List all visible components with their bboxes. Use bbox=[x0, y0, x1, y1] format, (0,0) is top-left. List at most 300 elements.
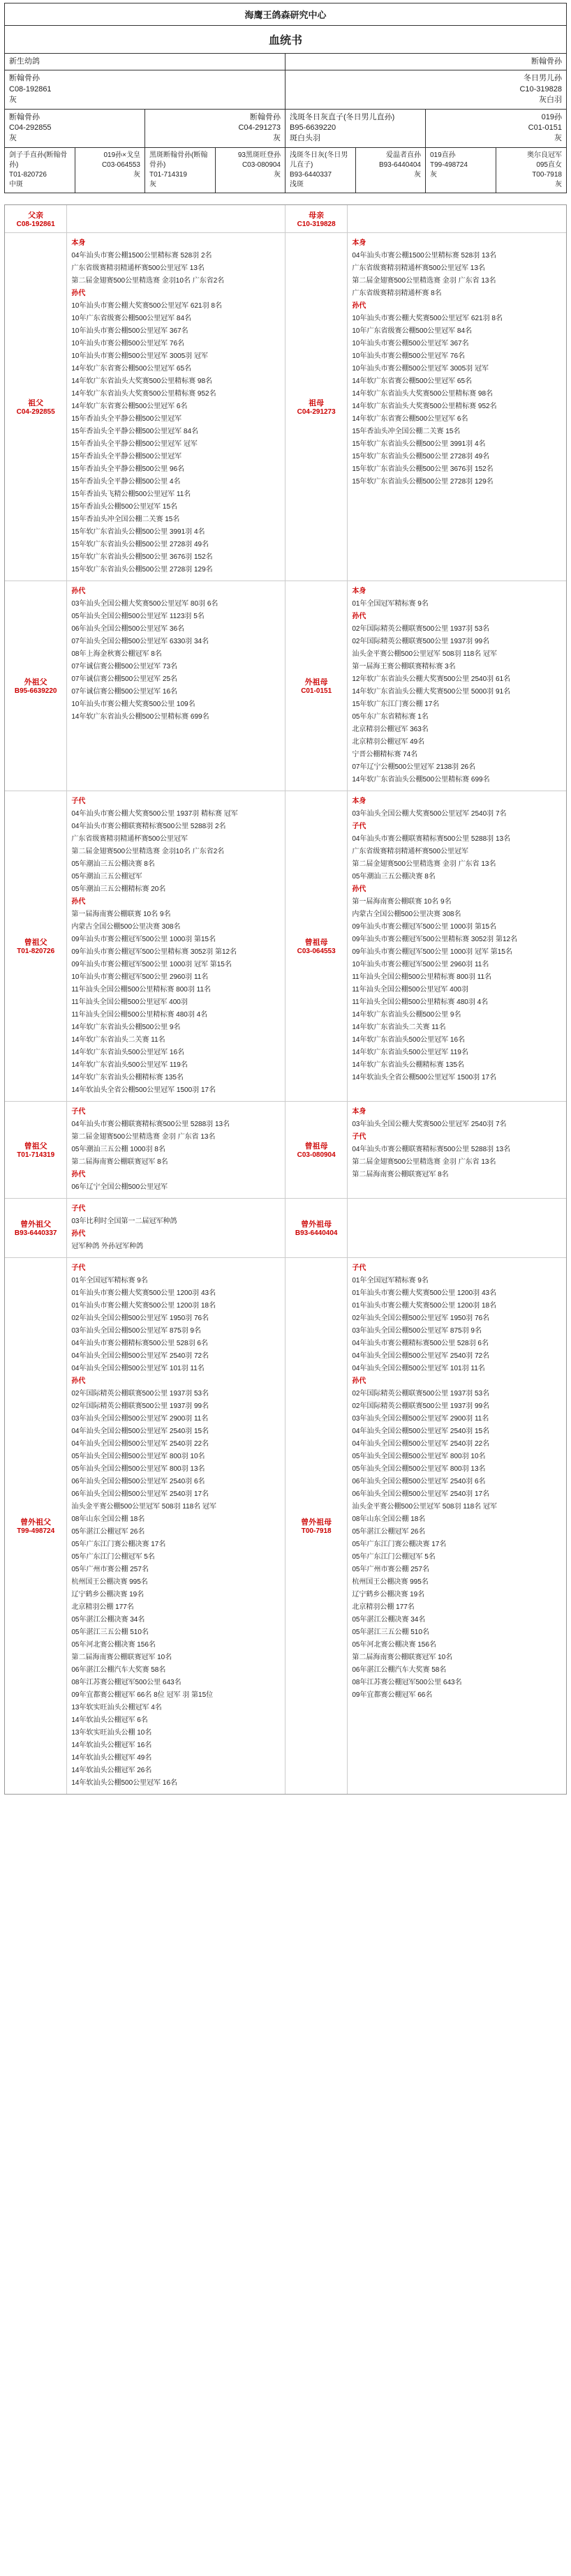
ancestor-label bbox=[5, 205, 67, 232]
achievement-line: 14年软汕头公棚冠军 16名 bbox=[71, 1741, 152, 1749]
achievement-line: 14年软广东省汕头500公里冠军 16名 bbox=[352, 1035, 466, 1044]
achievement-line: 第一届海王赛公棚联赛精标赛 3名 bbox=[352, 662, 456, 671]
achievement-line: 北京精羽公棚 177名 bbox=[352, 1603, 415, 1611]
ancestor-relation: 外祖父 bbox=[24, 678, 47, 687]
section-heading: 孙代 bbox=[71, 1229, 86, 1238]
achievement-line: 02年汕头全国公棚500公里冠军 1950羽 76名 bbox=[71, 1314, 209, 1322]
achievement-line: 15年香汕头全平静公棚500公里 96名 bbox=[71, 465, 185, 473]
achievement-line: 05年湛江公棚冠军 26名 bbox=[71, 1527, 145, 1536]
achievement-line: 01年汕头市赛公棚大奖赛500公里 1200羽 43名 bbox=[352, 1289, 497, 1297]
achievement-line: 14年软广东省汕头大奖赛500公里精标赛 952名 bbox=[71, 389, 216, 398]
achievement-line: 10年汕头市赛公棚大奖赛500公里 109名 bbox=[71, 700, 195, 708]
ancestor-ring: T01-714319 bbox=[17, 1151, 55, 1160]
achievement-line: 第二届海南赛公棚联赛冠军 10名 bbox=[352, 1653, 453, 1661]
grandparent-strain: 断翰骨孙 bbox=[9, 112, 40, 121]
achievement-line: 05年广州市赛公棚 257名 bbox=[352, 1565, 429, 1573]
gg-ring: C03-080904 bbox=[242, 160, 281, 169]
achievement-line: 08年江苏赛公棚冠军500公里 643名 bbox=[71, 1678, 181, 1686]
pedigree-row-grandparents bbox=[5, 110, 566, 148]
achievement-line: 第二届金翅赛500公里精选赛 金羽 广东省 13名 bbox=[352, 860, 496, 868]
gg-strain: 剑子手直孙(断翰骨孙) bbox=[9, 151, 68, 169]
achievement-line: 04年汕头市赛公棚1500公里精标赛 528羽 2名 bbox=[71, 251, 212, 260]
gg-strain: 爱温者直孙 bbox=[386, 151, 421, 159]
achievement-line: 15年软广东省汕头公棚500公里 3676羽 152名 bbox=[352, 465, 494, 473]
achievement-line: 14年软广东省汕头公棚大奖赛500公里 5000羽 91名 bbox=[352, 687, 511, 696]
gg-ring: T01-714319 bbox=[149, 170, 187, 179]
ancestor-relation: 外祖母 bbox=[304, 678, 328, 687]
achievement-line: 14年软广东省汕头大奖赛500公里精标赛 952名 bbox=[352, 402, 497, 410]
achievement-line: 广东省级赛精羽精通杯赛 8名 bbox=[352, 289, 442, 297]
results-row bbox=[5, 1102, 566, 1199]
achievement-line: 辽宁鹤乡公棚决赛 19名 bbox=[71, 1590, 144, 1598]
dam-ring: C10-319828 bbox=[519, 84, 562, 93]
achievement-line: 09年宜都赛公棚冠军 66名 bbox=[352, 1691, 433, 1699]
achievement-line: 14年软广东省汕头公棚精标赛 135名 bbox=[352, 1061, 464, 1069]
section-heading: 本身 bbox=[71, 239, 86, 247]
achievement-line: 11年汕头全国公棚500公里精标赛 800羽 11名 bbox=[352, 973, 492, 981]
achievement-line: 05年广东江门赛公棚决赛 17名 bbox=[352, 1540, 447, 1548]
achievement-line: 05年广东江门公棚冠军 5名 bbox=[352, 1552, 436, 1561]
achievement-line: 05年湛江公棚冠军 26名 bbox=[352, 1527, 426, 1536]
achievement-line: 03年汕头全国公棚500公里冠军 875羽 9名 bbox=[71, 1326, 201, 1335]
achievement-line: 11年汕头全国公棚500公里精标赛 480羽 4名 bbox=[352, 998, 489, 1006]
achievement-line: 10年汕头市赛公棚500公里冠军 76名 bbox=[71, 339, 185, 347]
section-heading: 子代 bbox=[352, 822, 366, 830]
achievement-line: 第二届金翅赛500公里精选赛 金羽10名 广东省2名 bbox=[71, 847, 225, 855]
achievement-line: 第二届海南赛公棚联赛冠军 10名 bbox=[71, 1653, 172, 1661]
grandparent-ring: C04-292855 bbox=[9, 123, 52, 132]
ancestor-ring: C10-319828 bbox=[297, 220, 336, 228]
section-heading: 孙代 bbox=[71, 587, 86, 595]
achievement-line: 15年软广东省汕头公棚500公里 2728羽 129名 bbox=[352, 477, 494, 486]
achievement-line: 05年潮汕三五公棚决赛 8名 bbox=[71, 860, 155, 868]
achievement-line: 13年软实旺汕头公棚冠军 4名 bbox=[71, 1703, 162, 1712]
achievement-line: 杭州国王公棚决赛 995名 bbox=[71, 1578, 148, 1586]
grandparent-ring: C01-0151 bbox=[528, 123, 562, 132]
great-grandparent-card bbox=[216, 148, 286, 193]
achievement-line: 03年汕头全国公棚大奖赛500公里冠军 80羽 6名 bbox=[71, 599, 218, 608]
achievement-line: 15年软广东省汕头公棚500公里 3991羽 4名 bbox=[71, 527, 205, 536]
achievement-line: 09年汕头市赛公棚冠军500公里 1000羽 冠军 第15名 bbox=[71, 960, 232, 968]
achievement-line: 北京精羽公棚冠军 49名 bbox=[352, 737, 425, 746]
ancestor-ring: B93-6440404 bbox=[295, 1229, 338, 1238]
achievement-line: 07年诚信赛公棚500公里冠军 16名 bbox=[71, 687, 178, 696]
grandparent-color: 灰 bbox=[9, 134, 17, 143]
section-heading: 本身 bbox=[352, 1107, 366, 1116]
achievement-line: 15年香汕头全平静公棚500公里 4名 bbox=[71, 477, 181, 486]
achievement-line: 广东省级赛精羽精通杯赛500公里冠军 13名 bbox=[71, 264, 205, 272]
achievement-line: 09年汕头市赛公棚冠军500公里 1000羽 冠军 第15名 bbox=[352, 948, 512, 956]
great-grandparent-card bbox=[75, 148, 146, 193]
achievement-line: 04年汕头市赛公棚联赛精标赛500公里 5288羽 13名 bbox=[352, 1145, 511, 1153]
ancestor-relation: 曾外祖父 bbox=[20, 1220, 52, 1229]
achievement-line: 01年汕头市赛公棚大奖赛500公里 1200羽 18名 bbox=[352, 1301, 497, 1310]
achievement-line: 04年汕头市赛公棚精标赛500公里 528羽 6名 bbox=[71, 1339, 208, 1347]
gg-strain: 浅斑冬日灰(冬日男儿直子) bbox=[290, 151, 348, 169]
results-row bbox=[5, 233, 566, 581]
achievement-line: 02年国际精英公棚联赛500公里 1937羽 53名 bbox=[352, 1389, 490, 1398]
ancestor-ring: C08-192861 bbox=[16, 220, 55, 228]
achievement-list bbox=[67, 1258, 286, 1794]
achievement-list bbox=[348, 1258, 566, 1794]
achievement-line: 04年汕头市赛公棚1500公里精标赛 528羽 13名 bbox=[352, 251, 497, 260]
ancestor-label bbox=[286, 1102, 348, 1198]
gg-ring: T01-820726 bbox=[9, 170, 47, 179]
achievement-line: 11年汕头全国公棚500公里精标赛 480羽 4名 bbox=[71, 1010, 208, 1019]
achievement-line: 08年山东全国公棚 18名 bbox=[71, 1515, 145, 1523]
achievement-line: 02年国际精英公棚联赛500公里 1937羽 53名 bbox=[352, 624, 490, 633]
ancestor-label bbox=[286, 581, 348, 791]
achievement-list bbox=[348, 581, 566, 791]
grandparent-ring: C04-291273 bbox=[238, 123, 281, 132]
achievement-line: 11年汕头全国公棚500公里精标赛 800羽 11名 bbox=[71, 985, 212, 994]
race-results-table bbox=[4, 204, 567, 1795]
achievement-line: 05年汕头全国公棚500公里冠军 1123羽 5名 bbox=[71, 612, 205, 620]
sire-strain: 断翰骨孙 bbox=[9, 74, 40, 83]
sire-color: 灰 bbox=[9, 96, 17, 105]
achievement-line: 北京精羽公棚冠军 363名 bbox=[352, 725, 429, 733]
achievement-line: 03年汕头全国公棚500公里冠军 2900羽 11名 bbox=[352, 1414, 489, 1423]
achievement-line: 08年江苏赛公棚冠军500公里 643名 bbox=[352, 1678, 462, 1686]
achievement-line: 第二届金翅赛500公里精选赛 金羽 广东省 13名 bbox=[352, 1158, 496, 1166]
dam-color: 灰白羽 bbox=[539, 96, 562, 105]
results-row bbox=[5, 791, 566, 1102]
achievement-line: 15年软广东省汕头公棚500公里 3991羽 4名 bbox=[352, 440, 486, 448]
achievement-line: 15年软广东省汕头公棚500公里 3676羽 152名 bbox=[71, 553, 213, 561]
achievement-line: 03年汕头全国公棚500公里冠军 875羽 9名 bbox=[352, 1326, 482, 1335]
achievement-line: 05年潮汕三五公棚精标赛 20名 bbox=[71, 885, 166, 893]
ancestor-ring: C03-064553 bbox=[297, 948, 336, 956]
achievement-line: 第二届金翅赛500公里精选赛 金羽 广东省 13名 bbox=[71, 1132, 216, 1141]
achievement-line: 04年汕头全国公棚500公里冠军 2540羽 72名 bbox=[71, 1351, 209, 1360]
ancestor-label bbox=[5, 1199, 67, 1257]
achievement-line: 广东省级赛精羽精通杯赛500公里冠军 bbox=[71, 834, 188, 843]
achievement-line: 01年全国冠军精标赛 9名 bbox=[352, 599, 429, 608]
achievement-line: 05年潮汕三五公棚冠军 bbox=[71, 872, 142, 881]
achievement-line: 09年汕头市赛公棚冠军500公里精标赛 3052羽 第12名 bbox=[71, 948, 237, 956]
achievement-line: 13年软实旺汕头公棚 10名 bbox=[71, 1728, 152, 1737]
section-heading: 本身 bbox=[352, 797, 366, 805]
ancestor-label bbox=[286, 1199, 348, 1257]
ancestor-relation: 曾祖母 bbox=[304, 938, 328, 948]
results-row bbox=[5, 1258, 566, 1794]
achievement-line: 04年汕头全国公棚500公里冠军 101羽 11名 bbox=[71, 1364, 205, 1372]
section-heading: 子代 bbox=[71, 797, 86, 805]
achievement-line: 09年汕头市赛公棚冠军500公里 1000羽 第15名 bbox=[71, 935, 216, 943]
achievement-line: 09年汕头市赛公棚冠军500公里 1000羽 第15名 bbox=[352, 922, 497, 931]
achievement-line: 01年汕头市赛公棚大奖赛500公里 1200羽 18名 bbox=[71, 1301, 216, 1310]
pedigree-header bbox=[4, 3, 567, 193]
achievement-line: 03年汕头全国公棚大奖赛500公里冠军 2540羽 7名 bbox=[352, 1120, 507, 1128]
achievement-line: 第二届金翅赛500公里精选赛 金羽 广东省 13名 bbox=[352, 276, 496, 285]
grandparent-strain: 浅斑冬日灰直子(冬日男儿直孙) bbox=[290, 112, 395, 121]
achievement-line: 04年汕头全国公棚500公里冠军 2540羽 72名 bbox=[352, 1351, 490, 1360]
subject-line: 断翰骨孙 bbox=[531, 57, 562, 66]
ancestor-label bbox=[286, 791, 348, 1101]
achievement-line: 04年汕头市赛公棚联赛精标赛500公里 5288羽 2名 bbox=[71, 822, 226, 830]
achievement-line: 14年软汕头公棚500公里冠军 16名 bbox=[71, 1779, 178, 1787]
ancestor-relation: 祖母 bbox=[309, 399, 325, 408]
achievement-line: 汕头金平赛公棚500公里冠军 508羽 118名 冠军 bbox=[352, 1502, 497, 1511]
achievement-line: 06年汕头全国公棚500公里冠军 2540羽 6名 bbox=[352, 1477, 486, 1485]
grandparent-color: 灰 bbox=[554, 134, 562, 143]
achievement-line: 08年上海金秋赛公棚冠军 8名 bbox=[71, 650, 162, 658]
achievement-list bbox=[348, 1102, 566, 1198]
ancestor-ring: T99-498724 bbox=[17, 1527, 55, 1536]
achievement-list bbox=[67, 205, 286, 232]
ancestor-ring: B95-6639220 bbox=[14, 687, 57, 696]
achievement-list bbox=[348, 205, 566, 232]
achievement-line: 内蒙古全国公棚500公里决赛 308名 bbox=[71, 922, 181, 931]
achievement-line: 14年软广东省汕头500公里冠军 119名 bbox=[352, 1048, 468, 1056]
ancestor-relation: 曾祖母 bbox=[304, 1142, 328, 1151]
section-heading: 本身 bbox=[352, 239, 366, 247]
results-row bbox=[5, 205, 566, 233]
achievement-line: 11年汕头全国公棚500公里冠军 400羽 bbox=[352, 985, 468, 994]
ancestor-label bbox=[5, 233, 67, 581]
ancestor-relation: 曾祖父 bbox=[24, 938, 47, 948]
achievement-line: 内蒙古全国公棚500公里决赛 308名 bbox=[352, 910, 461, 918]
achievement-line: 12年软广东省汕头公棚大奖赛500公里 2540羽 61名 bbox=[352, 675, 511, 683]
achievement-line: 05年汕头全国公棚500公里冠军 800羽 13名 bbox=[71, 1465, 205, 1473]
achievement-line: 14年软广东省赛公棚500公里冠军 65名 bbox=[71, 364, 192, 373]
gg-ring: T00-7918 bbox=[532, 170, 562, 179]
achievement-line: 05年河北赛公棚决赛 156名 bbox=[71, 1640, 156, 1649]
grandsire-maternal-card bbox=[286, 110, 426, 147]
achievement-line: 15年香汕头飞精公棚500公里冠军 11名 bbox=[71, 490, 191, 498]
achievement-line: 05年汕头全国公棚500公里冠军 800羽 13名 bbox=[352, 1465, 486, 1473]
gg-ring: B93-6440404 bbox=[378, 160, 421, 169]
achievement-line: 第一届海南赛公棚联赛 10名 9名 bbox=[71, 910, 171, 918]
ancestor-relation: 曾外祖父 bbox=[20, 1518, 52, 1527]
breeding-center-name: 海鹰王鸽森研究中心 bbox=[5, 3, 566, 26]
achievement-line: 汕头金平赛公棚500公里冠军 508羽 118名 冠军 bbox=[71, 1502, 216, 1511]
achievement-line: 09年宜都赛公棚冠军 66名 8位 冠军 羽 第15位 bbox=[71, 1691, 214, 1699]
gg-color: 灰 bbox=[414, 170, 421, 179]
achievement-line: 14年软汕头公棚冠军 26名 bbox=[71, 1766, 152, 1774]
achievement-line: 北京精羽公棚 177名 bbox=[71, 1603, 134, 1611]
ancestor-ring: C04-291273 bbox=[297, 408, 336, 417]
achievement-line: 05年东广东省精标赛 1名 bbox=[352, 712, 429, 721]
section-heading: 孙代 bbox=[71, 289, 86, 297]
ancestor-label bbox=[286, 233, 348, 581]
achievement-line: 04年汕头全国公棚500公里冠军 2540羽 15名 bbox=[71, 1427, 209, 1435]
achievement-line: 04年汕头市赛公棚大奖赛500公里 1937羽 精标赛 冠军 bbox=[71, 809, 238, 818]
great-grandparent-card bbox=[426, 148, 496, 193]
section-heading: 子代 bbox=[71, 1107, 86, 1116]
dam-card bbox=[286, 70, 566, 108]
gg-color: 灰 bbox=[430, 170, 437, 179]
great-grandparent-card bbox=[356, 148, 427, 193]
achievement-list bbox=[67, 233, 286, 581]
section-heading: 孙代 bbox=[352, 885, 366, 893]
section-heading: 子代 bbox=[352, 1132, 366, 1141]
achievement-line: 04年汕头市赛公棚精标赛500公里 528羽 6名 bbox=[352, 1339, 489, 1347]
achievement-line: 冠军种鸽 外孙冠军种鸽 bbox=[71, 1242, 144, 1250]
ancestor-relation: 曾外祖母 bbox=[301, 1518, 332, 1527]
achievement-line: 14年软汕头全省公棚500公里冠军 1500羽 17名 bbox=[352, 1073, 497, 1081]
ancestor-label bbox=[5, 581, 67, 791]
section-heading: 孙代 bbox=[352, 301, 366, 310]
ancestor-relation: 父亲 bbox=[28, 211, 44, 220]
ancestor-ring: T01-820726 bbox=[17, 948, 55, 956]
achievement-line: 02年国际精英公棚联赛500公里 1937羽 53名 bbox=[71, 1389, 209, 1398]
section-heading: 子代 bbox=[71, 1264, 86, 1272]
great-grandparent-card bbox=[5, 148, 75, 193]
section-heading: 子代 bbox=[352, 1264, 366, 1272]
achievement-line: 15年香汕头全平静公棚500公里冠军 bbox=[71, 452, 182, 460]
achievement-line: 14年软广东省汕头大奖赛500公里精标赛 98名 bbox=[71, 377, 213, 385]
achievement-line: 03年汕头全国公棚大奖赛500公里冠军 2540羽 7名 bbox=[352, 809, 507, 818]
achievement-line: 15年香汕头公棚500公里冠军 15名 bbox=[71, 502, 178, 511]
achievement-line: 01年汕头市赛公棚大奖赛500公里 1200羽 43名 bbox=[71, 1289, 216, 1297]
achievement-line: 15年香汕头全平静公棚500公里冠军 84名 bbox=[71, 427, 199, 435]
achievement-line: 02年国际精英公棚联赛500公里 1937羽 99名 bbox=[352, 1402, 490, 1410]
document-title: 血统书 bbox=[5, 26, 566, 54]
gg-strain-2: 095直女 bbox=[536, 160, 562, 169]
achievement-line: 第二届金翅赛500公里精选赛 金羽10名 广东省2名 bbox=[71, 276, 225, 285]
achievement-line: 03年汕头全国公棚500公里冠军 2900羽 11名 bbox=[71, 1414, 209, 1423]
section-heading: 孙代 bbox=[71, 1170, 86, 1178]
gg-strain: 黑斑断翰骨孙(断翰骨孙) bbox=[149, 151, 208, 169]
gg-strain: 019孙×戈皇 bbox=[103, 151, 140, 159]
ancestor-ring: C04-292855 bbox=[16, 408, 55, 417]
achievement-line: 14年软汕头全省公棚500公里冠军 1500羽 17名 bbox=[71, 1086, 216, 1094]
achievement-line: 10年汕头市赛公棚冠军500公里 2960羽 11名 bbox=[352, 960, 489, 968]
achievement-line: 07年辽宁公棚500公里冠军 2138羽 26名 bbox=[352, 763, 476, 771]
ancestor-label bbox=[286, 1258, 348, 1794]
achievement-list bbox=[348, 1199, 566, 1257]
achievement-line: 14年软汕头公棚冠军 6名 bbox=[71, 1716, 148, 1724]
ancestor-ring: C03-080904 bbox=[297, 1151, 336, 1160]
ancestor-label bbox=[5, 791, 67, 1101]
achievement-line: 10年广东省级赛公棚500公里冠军 84名 bbox=[71, 314, 192, 322]
achievement-line: 15年软广东江门赛公棚 17名 bbox=[352, 700, 440, 708]
achievement-line: 14年软广东省汕头公棚500公里精标赛 699名 bbox=[352, 775, 490, 784]
achievement-list bbox=[67, 581, 286, 791]
achievement-line: 汕头金平赛公棚500公里冠军 508羽 118名 冠军 bbox=[352, 650, 497, 658]
achievement-line: 05年广东江门公棚冠军 5名 bbox=[71, 1552, 155, 1561]
section-heading: 孙代 bbox=[71, 897, 86, 906]
achievement-line: 05年河北赛公棚决赛 156名 bbox=[352, 1640, 436, 1649]
gg-color: 灰 bbox=[555, 180, 562, 188]
achievement-line: 14年软广东省赛公棚500公里冠军 6名 bbox=[71, 402, 188, 410]
section-heading: 本身 bbox=[352, 587, 366, 595]
achievement-line: 09年汕头市赛公棚冠军500公里精标赛 3052羽 第12名 bbox=[352, 935, 518, 943]
achievement-line: 14年软广东省汕头二关赛 11名 bbox=[352, 1023, 446, 1031]
achievement-line: 05年湛江公棚决赛 34名 bbox=[352, 1615, 426, 1624]
achievement-line: 10年汕头市赛公棚冠军500公里 2960羽 11名 bbox=[71, 973, 209, 981]
achievement-line: 05年潮汕三五公棚 1000羽 8名 bbox=[71, 1145, 165, 1153]
achievement-line: 10年汕头市赛公棚500公里冠军 3005羽 冠军 bbox=[71, 352, 208, 360]
results-row bbox=[5, 1199, 566, 1258]
achievement-line: 02年国际精英公棚联赛500公里 1937羽 99名 bbox=[71, 1402, 209, 1410]
achievement-list bbox=[348, 233, 566, 581]
achievement-line: 08年山东全国公棚 18名 bbox=[352, 1515, 426, 1523]
achievement-list bbox=[67, 1199, 286, 1257]
achievement-line: 10年汕头市赛公棚大奖赛500公里冠军 621羽 8名 bbox=[71, 301, 222, 310]
achievement-line: 14年软汕头公棚冠军 49名 bbox=[71, 1753, 152, 1762]
gg-ring: B93-6440337 bbox=[290, 170, 332, 179]
ancestor-relation: 曾外祖母 bbox=[301, 1220, 332, 1229]
results-row bbox=[5, 581, 566, 791]
achievement-line: 广东省级赛精羽精通杯赛500公里冠军 13名 bbox=[352, 264, 485, 272]
achievement-line: 第一届海南赛公棚联赛 10名 9名 bbox=[352, 897, 452, 906]
achievement-line: 15年香汕头全平静公棚500公里冠军 冠军 bbox=[71, 440, 198, 448]
achievement-line: 10年汕头市赛公棚500公里冠军 367名 bbox=[352, 339, 469, 347]
achievement-line: 04年汕头全国公棚500公里冠军 2540羽 22名 bbox=[71, 1439, 209, 1448]
achievement-line: 04年汕头市赛公棚联赛精标赛500公里 5288羽 13名 bbox=[352, 834, 511, 843]
gg-color: 灰 bbox=[133, 170, 140, 179]
achievement-line: 15年软广东省汕头公棚500公里 2728羽 129名 bbox=[71, 565, 213, 574]
achievement-line: 10年广东省级赛公棚500公里冠军 84名 bbox=[352, 327, 473, 335]
achievement-line: 04年汕头全国公棚500公里冠军 2540羽 15名 bbox=[352, 1427, 490, 1435]
gg-color: 中斑 bbox=[9, 180, 23, 188]
granddam-paternal-card bbox=[145, 110, 286, 147]
achievement-line: 02年国际精英公棚联赛500公里 1937羽 99名 bbox=[352, 637, 490, 645]
achievement-line: 06年汕头全国公棚500公里冠军 36名 bbox=[71, 624, 185, 633]
achievement-line: 14年软广东省汕头公棚500公里精标赛 699名 bbox=[71, 712, 209, 721]
achievement-line: 05年湛江三五公棚 510名 bbox=[352, 1628, 429, 1636]
grandparent-color: 灰 bbox=[273, 134, 281, 143]
achievement-line: 14年软广东省汕头大奖赛500公里精标赛 98名 bbox=[352, 389, 494, 398]
achievement-line: 宁晋公棚精标赛 74名 bbox=[352, 750, 418, 758]
achievement-line: 15年软广东省汕头公棚500公里 2728羽 49名 bbox=[71, 540, 209, 548]
achievement-line: 14年软广东省汕头500公里冠军 16名 bbox=[71, 1048, 185, 1056]
grandparent-ring: B95-6639220 bbox=[290, 123, 336, 132]
achievement-line: 06年湛江公棚汽车大奖赛 58名 bbox=[71, 1665, 166, 1674]
gg-color: 灰 bbox=[274, 170, 281, 179]
achievement-line: 15年软广东省汕头公棚500公里 2728羽 49名 bbox=[352, 452, 490, 460]
achievement-line: 10年汕头市赛公棚大奖赛500公里冠军 621羽 8名 bbox=[352, 314, 503, 322]
section-heading: 孙代 bbox=[71, 1377, 86, 1385]
achievement-line: 04年汕头全国公棚500公里冠军 2540羽 22名 bbox=[352, 1439, 490, 1448]
achievement-list bbox=[67, 791, 286, 1101]
ancestor-label bbox=[5, 1258, 67, 1794]
pedigree-row-great-grandparents bbox=[5, 148, 566, 193]
achievement-line: 05年湛江三五公棚 510名 bbox=[71, 1628, 149, 1636]
achievement-line: 14年软广东省赛公棚500公里冠军 6名 bbox=[352, 414, 468, 423]
section-heading: 子代 bbox=[71, 1204, 86, 1213]
achievement-line: 03年比利时全国第一二届冠军种鸽 bbox=[71, 1217, 177, 1225]
achievement-list bbox=[348, 791, 566, 1101]
gg-strain: 93黑斑旺登孙 bbox=[237, 151, 281, 159]
achievement-line: 06年汕头全国公棚500公里冠军 2540羽 6名 bbox=[71, 1477, 205, 1485]
achievement-line: 06年辽宁全国公棚500公里冠军 bbox=[71, 1183, 168, 1191]
achievement-line: 15年香汕头冲全国公棚二关赛 15名 bbox=[71, 515, 180, 523]
gg-color: 浅斑 bbox=[290, 180, 304, 188]
achievement-line: 06年湛江公棚汽车大奖赛 58名 bbox=[352, 1665, 447, 1674]
achievement-line: 11年汕头全国公棚500公里冠军 400羽 bbox=[71, 998, 188, 1006]
achievement-line: 06年汕头全国公棚500公里冠军 2540羽 17名 bbox=[352, 1490, 490, 1498]
achievement-line: 01年全国冠军精标赛 9名 bbox=[71, 1276, 148, 1285]
pedigree-row-parents bbox=[5, 70, 566, 109]
achievement-line: 05年广东江门赛公棚决赛 17名 bbox=[71, 1540, 166, 1548]
achievement-line: 第二届海南赛公棚联赛冠军 8名 bbox=[71, 1158, 168, 1166]
achievement-line: 15年香汕头冲全国公棚二关赛 15名 bbox=[352, 427, 461, 435]
achievement-line: 05年潮汕三五公棚决赛 8名 bbox=[352, 872, 436, 881]
achievement-line: 10年汕头市赛公棚500公里冠军 76名 bbox=[352, 352, 466, 360]
ancestor-ring: B93-6440337 bbox=[14, 1229, 57, 1238]
achievement-line: 14年软广东省汕头公棚500公里 9名 bbox=[352, 1010, 461, 1019]
achievement-line: 杭州国王公棚决赛 995名 bbox=[352, 1578, 429, 1586]
achievement-line: 广东省级赛精羽精通杯赛500公里冠军 bbox=[352, 847, 469, 855]
achievement-line: 14年软广东省汕头公棚精标赛 135名 bbox=[71, 1073, 184, 1081]
ancestor-ring: T00-7918 bbox=[301, 1527, 332, 1536]
grandparent-strain: 断翰骨孙 bbox=[250, 112, 281, 121]
achievement-line: 14年软广东省汕头公棚500公里 9名 bbox=[71, 1023, 181, 1031]
gg-strain: 奥尔良冠军 bbox=[527, 151, 562, 159]
